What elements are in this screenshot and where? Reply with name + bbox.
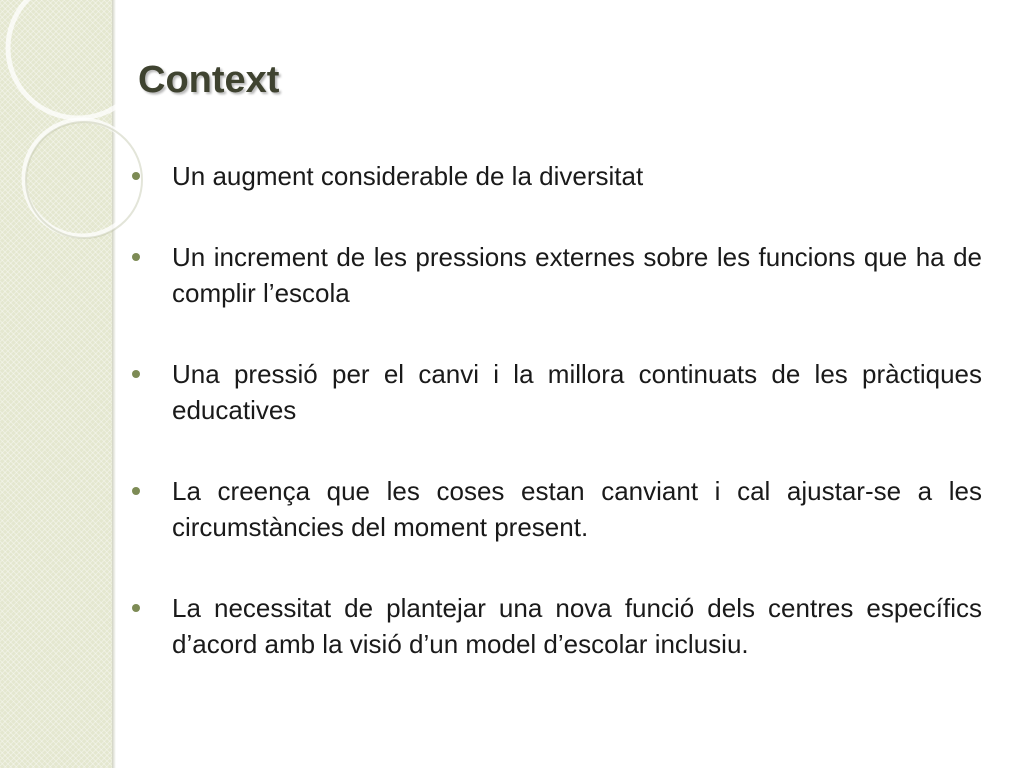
bullet-text: Un augment considerable de la diversitat [172,161,644,191]
bullet-marker [132,172,140,180]
bullet-list [130,158,982,662]
bullet-marker [132,487,140,495]
bullet-marker [132,370,140,378]
bullet-text: Una pressió per el canvi i la millora continuats de les pràctiques educatives [172,359,982,425]
decorative-ring-large [8,0,148,118]
bullet-text: La necessitat de plantejar una nova funció dels centres específics d’acord amb la visió d’un model d’escolar inclusiu. [172,593,982,659]
bullet-marker [132,604,140,612]
decorative-ring-shadow [26,122,142,238]
bullet-item [130,158,982,194]
bullet-text: Un increment de les pressions externes sobre les funcions que ha de complir l’escola [172,242,982,308]
decorative-rings [0,0,140,280]
bullet-text: La creença que les coses estan canviant i cal ajustar-se a les circumstàncies del moment present. [172,476,982,542]
slide-title: Context [138,59,280,101]
bullet-marker [132,253,140,261]
bullet-item [130,239,982,311]
bullet-item [130,590,982,662]
bullet-item [130,356,982,428]
bullet-item [130,473,982,545]
